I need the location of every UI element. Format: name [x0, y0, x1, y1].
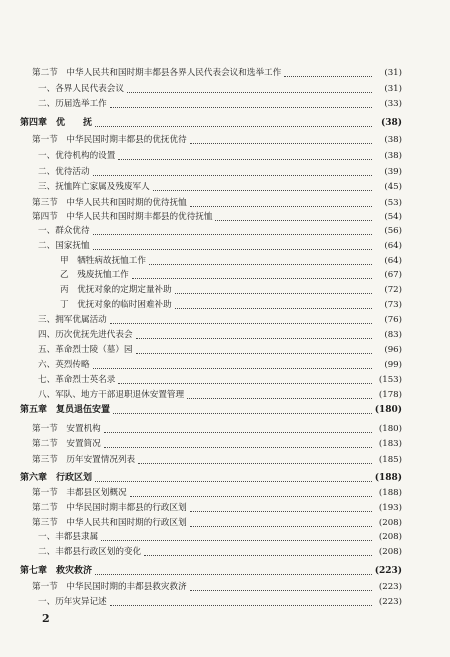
toc-leader-dots: [190, 497, 372, 512]
toc-leader-dots: [190, 192, 372, 207]
toc-entry-title: 甲 牺牲病故抚恤工作: [60, 256, 146, 266]
toc-entry-title: 第三节 历年安置情况列表: [32, 455, 136, 465]
toc-page-ref: (185): [378, 455, 402, 465]
toc-chapter-row: [0, 116, 450, 130]
toc-entry-title: 第三节 中华人民共和国时期的行政区划: [32, 518, 187, 528]
toc-entry-title: 一、丰都县隶属: [38, 532, 99, 542]
toc-leader-dots: [190, 129, 372, 144]
toc-page-ref: (56): [384, 226, 402, 236]
toc-page-ref: (45): [384, 182, 402, 192]
toc-entry-title: 四、历次优抚先进代表会: [38, 330, 133, 340]
toc-leader-dots: [190, 512, 372, 527]
toc-leader-dots: [110, 309, 372, 324]
toc-leader-dots: [132, 264, 372, 279]
toc-entry-title: 第四节 中华人民共和国时期丰都县的优待抚恤: [32, 212, 213, 222]
toc-entry-title: 第一节 中华民国时期的丰都县救灾救济: [32, 582, 187, 592]
toc-entry-title: 二、历届选举工作: [38, 99, 107, 109]
toc-entry-title: 第二节 安置简况: [32, 439, 101, 449]
toc-entry-title: 五、革命烈士陵（墓）园: [38, 345, 133, 355]
toc-leader-dots: [215, 206, 372, 221]
toc-page-ref: (208): [378, 532, 402, 542]
toc-entry-title: 第四章 优 抚: [20, 118, 93, 128]
toc-leader-dots: [187, 384, 372, 399]
toc-leader-dots: [153, 176, 372, 191]
toc-leader-dots: [95, 467, 372, 482]
toc-leader-dots: [93, 354, 372, 369]
toc-page-ref: (96): [384, 345, 402, 355]
toc-leader-dots: [110, 93, 372, 108]
toc-entry-title: 第二节 中华民国时期丰都县的行政区划: [32, 503, 187, 513]
toc-entry-title: 丁 优抚对象的临时困难补助: [60, 300, 172, 310]
toc-entry-title: 一、群众优待: [38, 226, 90, 236]
toc-page-ref: (72): [384, 285, 402, 295]
page-number: 2: [42, 612, 50, 625]
toc-entry-row: [0, 595, 450, 609]
toc-leader-dots: [93, 161, 372, 176]
toc-page-ref: (64): [384, 256, 402, 266]
toc-leader-dots: [101, 526, 372, 541]
toc-entry-title: 三、拥军优属活动: [38, 315, 107, 325]
toc-leader-dots: [175, 294, 372, 309]
toc-page-ref: (38): [380, 118, 402, 128]
toc-page-ref: (223): [378, 582, 402, 592]
toc-page-ref: (153): [378, 375, 402, 385]
toc-leader-dots: [136, 339, 372, 354]
toc-page-ref: (83): [384, 330, 402, 340]
toc-entry-title: 二、优待活动: [38, 167, 90, 177]
toc-leader-dots: [175, 279, 372, 294]
toc-entry-title: 三、抚恤阵亡家属及残废军人: [38, 182, 150, 192]
toc-leader-dots: [104, 433, 372, 448]
toc-entry-title: 第六章 行政区划: [20, 473, 93, 483]
toc-entry-title: 丙 优抚对象的定期定量补助: [60, 285, 172, 295]
toc-page-ref: (180): [374, 405, 402, 415]
toc-leader-dots: [113, 399, 372, 414]
toc-page-ref: (39): [384, 167, 402, 177]
toc-entry-title: 第五章 复员退伍安置: [20, 405, 111, 415]
toc-leader-dots: [104, 418, 372, 433]
toc-leader-dots: [118, 145, 372, 160]
toc-entry-row: [0, 453, 450, 467]
toc-page-ref: (223): [378, 597, 402, 607]
toc-entry-title: 第三节 中华人民共和国时期的优待抚恤: [32, 198, 187, 208]
toc-page-ref: (67): [384, 270, 402, 280]
toc-page-ref: (223): [374, 566, 402, 576]
toc-leader-dots: [130, 482, 372, 497]
toc-page-ref: (76): [384, 315, 402, 325]
toc-page-ref: (193): [378, 503, 402, 513]
toc-page-ref: (188): [378, 488, 402, 498]
toc-entry-row: [0, 545, 450, 559]
toc-entry-title: 七、革命烈士英名录: [38, 375, 116, 385]
toc-page-ref: (180): [378, 424, 402, 434]
toc-chapter-row: [0, 403, 450, 417]
toc-leader-dots: [149, 250, 372, 265]
toc-page-ref: (183): [378, 439, 402, 449]
toc-entry-row: [0, 97, 450, 111]
toc-entry-title: 第二节 中华人民共和国时期丰都县各界人民代表会议和选举工作: [32, 68, 282, 78]
toc-page-ref: (38): [384, 151, 402, 161]
toc-page-ref: (53): [384, 198, 402, 208]
toc-page-ref: (208): [378, 547, 402, 557]
toc-entry-title: 一、优待机构的设置: [38, 151, 116, 161]
toc-page-ref: (73): [384, 300, 402, 310]
toc-entry-title: 二、丰都县行政区划的变化: [38, 547, 142, 557]
toc-page-ref: (31): [384, 68, 402, 78]
toc-leader-dots: [127, 78, 372, 93]
toc-leader-dots: [95, 560, 372, 575]
toc-page-ref: (178): [378, 390, 402, 400]
toc-page-ref: (64): [384, 241, 402, 251]
toc-entry-title: 一、历年灾异记述: [38, 597, 107, 607]
toc-page-ref: (31): [384, 84, 402, 94]
toc-entry-title: 六、英烈传略: [38, 360, 90, 370]
toc-leader-dots: [138, 449, 372, 464]
toc-entry-title: 第七章 救灾救济: [20, 566, 93, 576]
toc-entry-title: 八、军队、地方干部退职退休安置管理: [38, 390, 185, 400]
toc-page-ref: (38): [384, 135, 402, 145]
toc-page-ref: (208): [378, 518, 402, 528]
toc-entry-title: 第一节 安置机构: [32, 424, 101, 434]
toc-leader-dots: [284, 62, 372, 77]
toc-leader-dots: [93, 235, 372, 250]
toc-leader-dots: [136, 324, 372, 339]
toc-page-ref: (188): [374, 473, 402, 483]
toc-leader-dots: [190, 576, 372, 591]
toc-entry-title: 乙 残废抚恤工作: [60, 270, 129, 280]
toc-leader-dots: [144, 541, 372, 556]
toc-entry-title: 二、国家抚恤: [38, 241, 90, 251]
toc-entry-title: 第一节 中华民国时期丰都县的优抚优待: [32, 135, 187, 145]
toc-leader-dots: [110, 591, 372, 606]
toc-leader-dots: [118, 369, 372, 384]
toc-page-ref: (54): [384, 212, 402, 222]
toc-entry-title: 第一节 丰都县区划概况: [32, 488, 127, 498]
toc-entry-title: 一、各界人民代表会议: [38, 84, 124, 94]
toc-leader-dots: [95, 112, 372, 127]
toc-leader-dots: [93, 220, 372, 235]
toc-page-ref: (99): [384, 360, 402, 370]
toc-page-ref: (33): [384, 99, 402, 109]
